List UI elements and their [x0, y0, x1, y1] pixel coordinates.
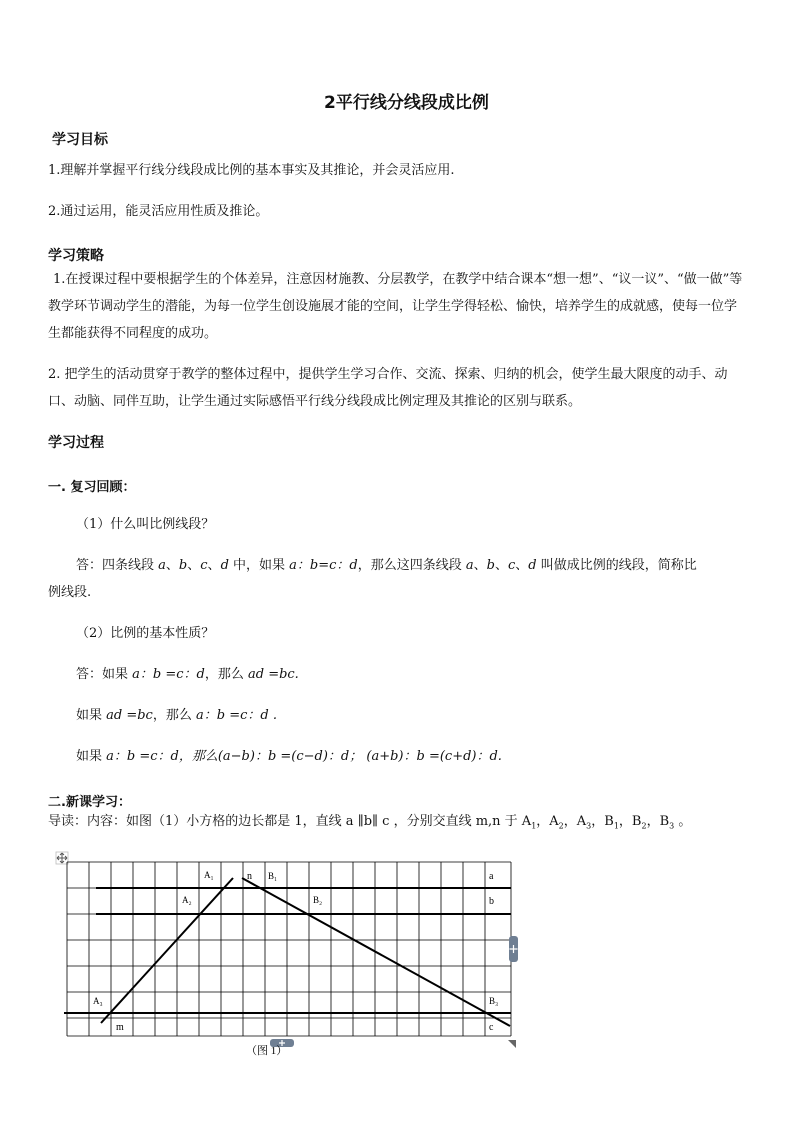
answer-3-text: 如果	[76, 708, 107, 723]
move-handle-icon[interactable]	[56, 852, 68, 864]
answer-4	[76, 748, 502, 766]
answer-3	[76, 707, 277, 725]
answer-1-text: 叫做成比例的线段，简称比	[536, 558, 697, 573]
var-d: d	[220, 558, 229, 573]
goal-item-2: 2.通过运用，能灵活应用性质及推论。	[48, 204, 269, 219]
subscript: 3	[669, 821, 675, 831]
label-A2: A₂	[182, 895, 192, 905]
process-heading: 学习过程	[48, 435, 104, 451]
subscript: 1	[613, 821, 619, 831]
intro-text	[48, 813, 691, 836]
var-c: c	[508, 558, 516, 573]
resize-handle-icon[interactable]	[508, 1040, 516, 1048]
answer-4-text: 如果	[76, 749, 107, 764]
separator: 、	[165, 558, 179, 573]
page-title: 2平行线分线段成比例	[324, 93, 489, 113]
subscript: 2	[641, 821, 647, 831]
label-m: m	[116, 1022, 124, 1033]
intro-sep: ，A	[563, 814, 587, 829]
strategy-item-1: 1.在授课过程中要根据学生的个体差异，注意因材施教、分层教学，在教学中结合课本“想一想”、“议一议”、“做一做”等教学环节调动学生的潜能，为每一位学生创设施展才能的空间，让学生学得轻松、愉快，培养学生的成就感，使每一位学生都能获得不同程度的成功。	[48, 272, 743, 341]
label-a: a	[489, 871, 494, 882]
separator: 、	[207, 558, 221, 573]
new-lesson-heading: 二.新课学习：	[48, 795, 131, 810]
ratio-equation: a：b =c：d	[132, 667, 205, 682]
label-B1: B₁	[268, 871, 278, 881]
question-1: （1）什么叫比例线段？	[76, 517, 215, 532]
label-A3: A₃	[93, 996, 103, 1006]
var-a: a	[465, 558, 474, 573]
strategy-item-2: 2. 把学生的活动贯穿于教学的整体过程中，提供学生学习合作、交流、探索、归纳的机会，使学生最大限度的动手、动口、动脑、同伴互助，让学生通过实际感悟平行线分线段成比例定理及其推论的区别与联系。	[48, 367, 728, 409]
ratio-equation: a：b=c：d	[289, 558, 358, 573]
answer-1-line-1	[76, 557, 697, 575]
goal-item-1: 1.理解并掌握平行线分线段成比例的基本事实及其推论，并会灵活应用.	[48, 163, 455, 178]
label-n: n	[247, 871, 252, 882]
separator: 、	[473, 558, 487, 573]
figure-grid	[50, 848, 530, 1063]
var-c: c	[200, 558, 208, 573]
var-b: b	[486, 558, 495, 573]
answer-2-text: 答：如果	[76, 667, 133, 682]
intro-sep: ，B	[646, 814, 670, 829]
goals-heading: 学习目标	[52, 132, 108, 148]
answer-1-text: ，那么这四条线段	[357, 558, 466, 573]
subscript: 2	[558, 821, 564, 831]
var-d: d	[528, 558, 537, 573]
intro-end: 。	[674, 814, 692, 829]
separator: 、	[515, 558, 529, 573]
answer-3-text: ，那么	[152, 708, 196, 723]
ratio-equation: a：b =c：d .	[195, 708, 277, 723]
subscript: 3	[586, 821, 592, 831]
intro-main: 导读：内容：如图（1）小方格的边长都是 1，直线 a ∥b∥ c ，分别交直线 m,n 于 A	[48, 814, 532, 829]
intro-sep: ，A	[536, 814, 559, 829]
separator: 、	[187, 558, 201, 573]
review-heading: 一. 复习回顾：	[48, 480, 136, 495]
subscript: 1	[531, 821, 537, 831]
var-a: a	[158, 558, 166, 573]
answer-2-text: ，那么	[204, 667, 248, 682]
product-equation: ad =bc	[106, 708, 153, 723]
answer-1-text: 中，如果	[228, 558, 290, 573]
label-b: b	[489, 896, 494, 907]
label-B3: B₃	[489, 996, 499, 1006]
line-n	[242, 878, 510, 1026]
separator: 、	[494, 558, 508, 573]
question-2: （2）比例的基本性质？	[76, 626, 215, 641]
line-m	[101, 878, 233, 1023]
answer-2	[76, 666, 299, 684]
figure-caption: （图 1）	[246, 1045, 288, 1057]
product-equation: ad =bc.	[247, 667, 299, 682]
intro-sep: ，B	[618, 814, 642, 829]
label-A1: A₁	[204, 870, 214, 880]
label-c: c	[489, 1022, 494, 1033]
label-B2: B₂	[313, 895, 323, 905]
ratio-property-equation: a：b =c：d，那么(a−b)：b =(c−d)：d； (a+b)：b =(c+d)：d.	[106, 749, 502, 764]
intro-sep: ，B	[591, 814, 614, 829]
answer-1-text: 答：四条线段	[76, 558, 159, 573]
strategy-heading: 学习策略	[48, 248, 104, 264]
add-column-icon[interactable]	[509, 936, 518, 962]
var-b: b	[178, 558, 188, 573]
answer-1-line-2: 例线段.	[48, 585, 92, 600]
